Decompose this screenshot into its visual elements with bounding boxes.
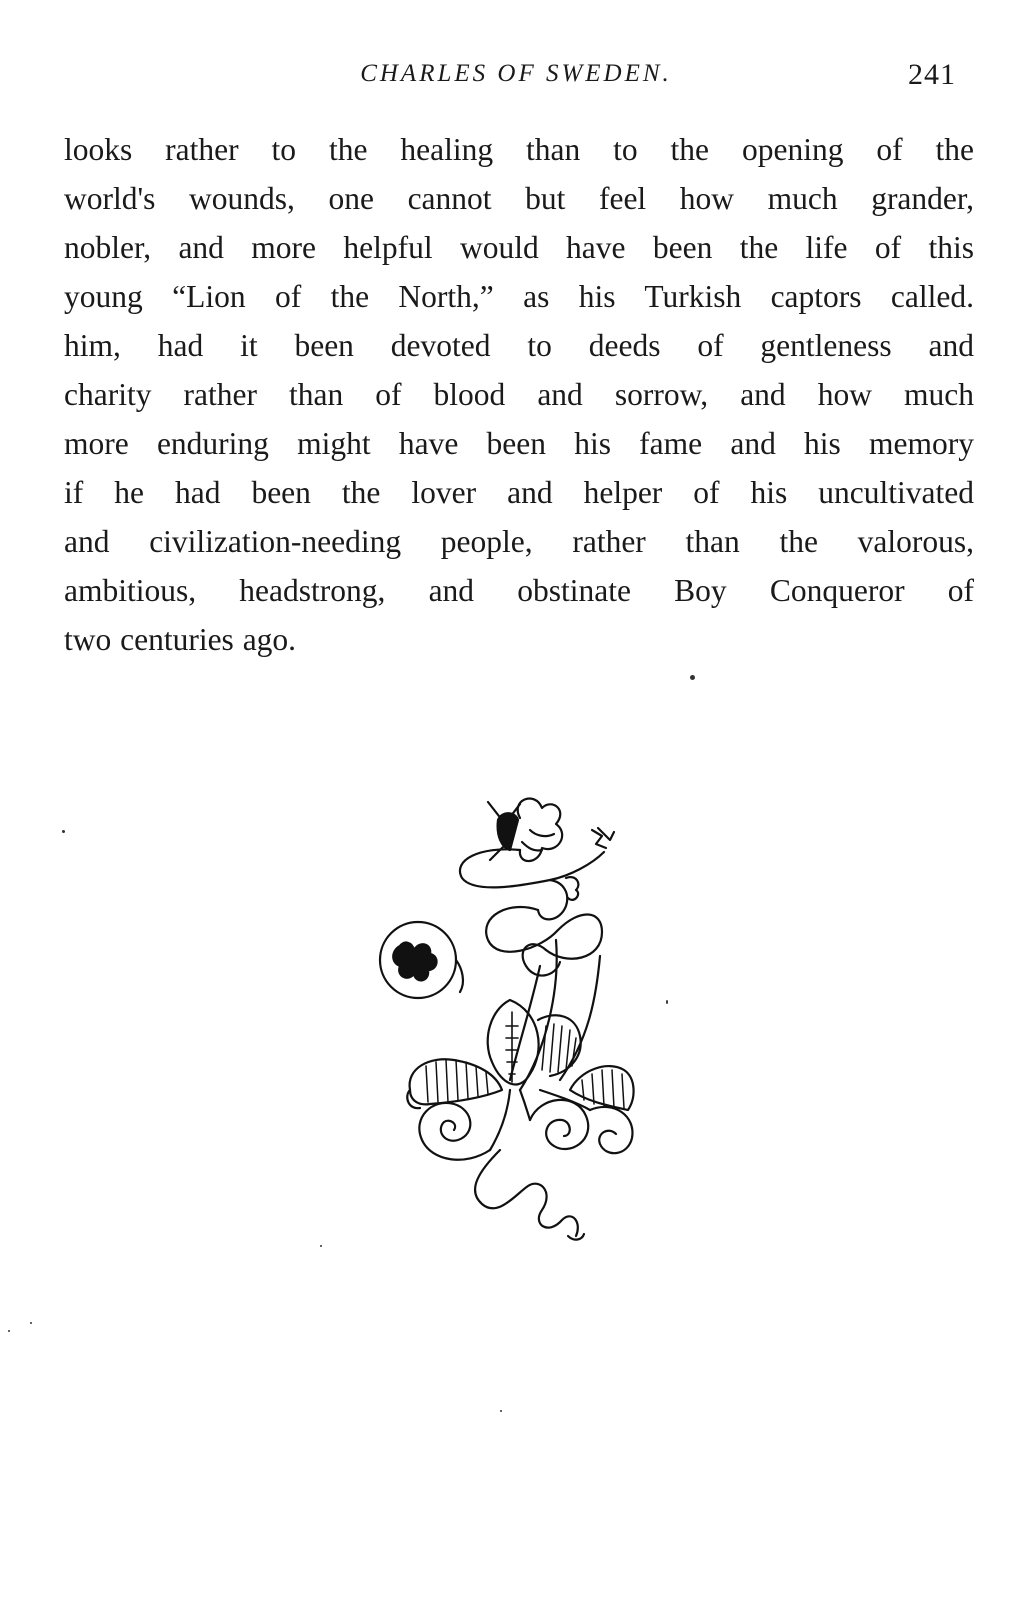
printing-speck (500, 1410, 502, 1412)
text-line: ambitious, headstrong, and obstinate Boy Conqueror of (64, 573, 974, 608)
text-line: young “Lion of the North,” as his Turkish captors called. (64, 279, 974, 314)
text-line: charity rather than of blood and sorrow, and how much (64, 377, 974, 412)
printing-speck (8, 1330, 10, 1332)
text-line: him, had it been devoted to deeds of gentleness and (64, 328, 974, 363)
text-line: if he had been the lover and helper of his uncultivated (64, 475, 974, 510)
text-line: two centuries ago. (64, 622, 297, 657)
text-line: nobler, and more helpful would have been the life of this (64, 230, 974, 265)
printing-speck (666, 1000, 668, 1004)
text-line: looks rather to the healing than to the opening of the (64, 132, 974, 167)
floral-vine-tailpiece-icon (370, 790, 660, 1250)
text-line: world's wounds, one cannot but feel how much grander, (64, 181, 974, 216)
printing-speck (62, 830, 65, 833)
printing-speck (30, 1322, 32, 1324)
running-head (64, 56, 968, 96)
page-number: 241 (908, 58, 956, 91)
running-title: CHARLES OF SWEDEN. (360, 60, 672, 87)
text-line: and civilization-needing people, rather than the valorous, (64, 524, 974, 559)
printing-speck (690, 675, 695, 680)
text-line: more enduring might have been his fame and his memory (64, 426, 974, 461)
body-paragraph (64, 125, 974, 664)
printing-speck (320, 1245, 322, 1247)
